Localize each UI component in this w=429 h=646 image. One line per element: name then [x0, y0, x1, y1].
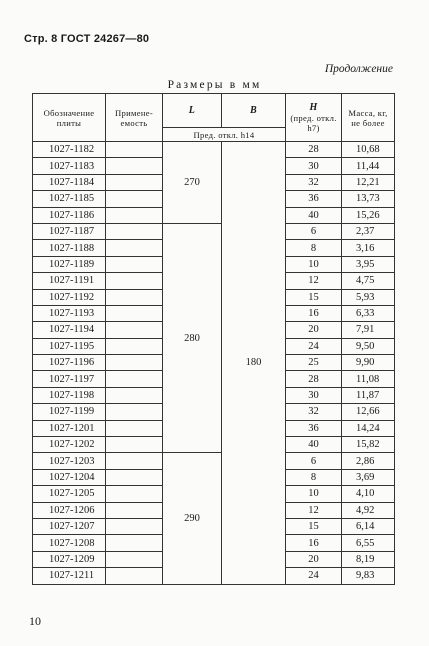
cell-L: 290 — [163, 453, 222, 584]
dimensions-table — [32, 93, 395, 585]
cell-mass: 9,83 — [342, 568, 395, 584]
page-header: Стр. 8 ГОСТ 24267—80 — [24, 33, 150, 45]
cell-application — [106, 273, 163, 289]
cell-designation: 1027-1185 — [33, 191, 106, 207]
cell-mass: 9,50 — [342, 338, 395, 354]
cell-designation: 1027-1188 — [33, 240, 106, 256]
cell-mass: 2,86 — [342, 453, 395, 469]
cell-application — [106, 502, 163, 518]
header-L: L — [163, 94, 222, 128]
cell-application — [106, 174, 163, 190]
cell-designation: 1027-1207 — [33, 518, 106, 534]
cell-H: 30 — [286, 387, 342, 403]
header-H — [286, 94, 342, 142]
cell-designation: 1027-1183 — [33, 158, 106, 174]
cell-designation: 1027-1189 — [33, 256, 106, 272]
cell-H: 32 — [286, 174, 342, 190]
cell-mass: 11,87 — [342, 387, 395, 403]
cell-mass: 4,92 — [342, 502, 395, 518]
cell-application — [106, 387, 163, 403]
cell-H: 8 — [286, 469, 342, 485]
cell-B: 180 — [222, 142, 286, 585]
cell-application — [106, 355, 163, 371]
cell-designation: 1027-1205 — [33, 486, 106, 502]
cell-application — [106, 453, 163, 469]
header-tolerance: Пред. откл. h14 — [163, 128, 286, 142]
cell-designation: 1027-1191 — [33, 273, 106, 289]
cell-mass: 3,16 — [342, 240, 395, 256]
continuation-label: Продолжение — [324, 63, 393, 75]
cell-designation: 1027-1186 — [33, 207, 106, 223]
cell-H: 12 — [286, 502, 342, 518]
cell-mass: 3,69 — [342, 469, 395, 485]
cell-application — [106, 568, 163, 584]
cell-application — [106, 420, 163, 436]
cell-mass: 9,90 — [342, 355, 395, 371]
cell-application — [106, 469, 163, 485]
cell-mass: 5,93 — [342, 289, 395, 305]
cell-application — [106, 158, 163, 174]
header-B: B — [222, 94, 286, 128]
cell-H: 10 — [286, 256, 342, 272]
cell-designation: 1027-1184 — [33, 174, 106, 190]
cell-H: 15 — [286, 289, 342, 305]
cell-H: 6 — [286, 453, 342, 469]
cell-designation: 1027-1211 — [33, 568, 106, 584]
cell-mass: 11,08 — [342, 371, 395, 387]
table-row — [33, 142, 395, 158]
cell-H: 40 — [286, 437, 342, 453]
cell-mass: 12,21 — [342, 174, 395, 190]
cell-application — [106, 223, 163, 239]
cell-H: 6 — [286, 223, 342, 239]
cell-mass: 7,91 — [342, 322, 395, 338]
page-number: 10 — [29, 614, 41, 628]
cell-mass: 10,68 — [342, 142, 395, 158]
cell-H: 32 — [286, 404, 342, 420]
cell-mass: 2,37 — [342, 223, 395, 239]
cell-mass: 6,55 — [342, 535, 395, 551]
cell-application — [106, 142, 163, 158]
table-body — [33, 142, 395, 585]
cell-designation: 1027-1182 — [33, 142, 106, 158]
cell-H: 15 — [286, 518, 342, 534]
cell-designation: 1027-1204 — [33, 469, 106, 485]
cell-mass: 4,75 — [342, 273, 395, 289]
cell-H: 25 — [286, 355, 342, 371]
header-mass: Масса, кг, не более — [342, 94, 395, 142]
header-H-note: (пред. откл. h7) — [290, 113, 337, 133]
cell-application — [106, 371, 163, 387]
cell-application — [106, 486, 163, 502]
table-row — [33, 223, 395, 239]
cell-designation: 1027-1193 — [33, 305, 106, 321]
cell-application — [106, 518, 163, 534]
cell-application — [106, 535, 163, 551]
cell-application — [106, 404, 163, 420]
header-application: Примене-емость — [106, 94, 163, 142]
cell-mass: 4,10 — [342, 486, 395, 502]
cell-H: 28 — [286, 142, 342, 158]
cell-H: 10 — [286, 486, 342, 502]
cell-H: 36 — [286, 191, 342, 207]
cell-application — [106, 191, 163, 207]
cell-mass: 13,73 — [342, 191, 395, 207]
cell-designation: 1027-1202 — [33, 437, 106, 453]
cell-designation: 1027-1203 — [33, 453, 106, 469]
cell-H: 16 — [286, 305, 342, 321]
cell-H: 8 — [286, 240, 342, 256]
cell-application — [106, 322, 163, 338]
cell-designation: 1027-1192 — [33, 289, 106, 305]
cell-mass: 14,24 — [342, 420, 395, 436]
cell-designation: 1027-1209 — [33, 551, 106, 567]
cell-designation: 1027-1206 — [33, 502, 106, 518]
cell-application — [106, 437, 163, 453]
cell-H: 20 — [286, 322, 342, 338]
cell-H: 40 — [286, 207, 342, 223]
header-H-symbol: H — [309, 102, 318, 113]
cell-mass: 6,14 — [342, 518, 395, 534]
cell-mass: 12,66 — [342, 404, 395, 420]
cell-mass: 15,82 — [342, 437, 395, 453]
cell-H: 24 — [286, 568, 342, 584]
cell-designation: 1027-1197 — [33, 371, 106, 387]
cell-H: 16 — [286, 535, 342, 551]
cell-H: 12 — [286, 273, 342, 289]
units-caption: Размеры в мм — [167, 79, 262, 91]
cell-designation: 1027-1201 — [33, 420, 106, 436]
cell-L: 270 — [163, 142, 222, 224]
cell-mass: 15,26 — [342, 207, 395, 223]
cell-H: 36 — [286, 420, 342, 436]
cell-designation: 1027-1187 — [33, 223, 106, 239]
cell-designation: 1027-1199 — [33, 404, 106, 420]
cell-application — [106, 551, 163, 567]
cell-application — [106, 305, 163, 321]
cell-H: 28 — [286, 371, 342, 387]
cell-mass: 6,33 — [342, 305, 395, 321]
cell-designation: 1027-1198 — [33, 387, 106, 403]
cell-L: 280 — [163, 223, 222, 452]
cell-designation: 1027-1194 — [33, 322, 106, 338]
cell-application — [106, 338, 163, 354]
cell-mass: 11,44 — [342, 158, 395, 174]
header-designation: Обозначение плиты — [33, 94, 106, 142]
cell-designation: 1027-1208 — [33, 535, 106, 551]
cell-application — [106, 240, 163, 256]
cell-application — [106, 289, 163, 305]
cell-application — [106, 207, 163, 223]
table-row — [33, 453, 395, 469]
cell-H: 20 — [286, 551, 342, 567]
cell-H: 30 — [286, 158, 342, 174]
cell-H: 24 — [286, 338, 342, 354]
cell-application — [106, 256, 163, 272]
cell-mass: 8,19 — [342, 551, 395, 567]
cell-designation: 1027-1196 — [33, 355, 106, 371]
cell-mass: 3,95 — [342, 256, 395, 272]
cell-designation: 1027-1195 — [33, 338, 106, 354]
